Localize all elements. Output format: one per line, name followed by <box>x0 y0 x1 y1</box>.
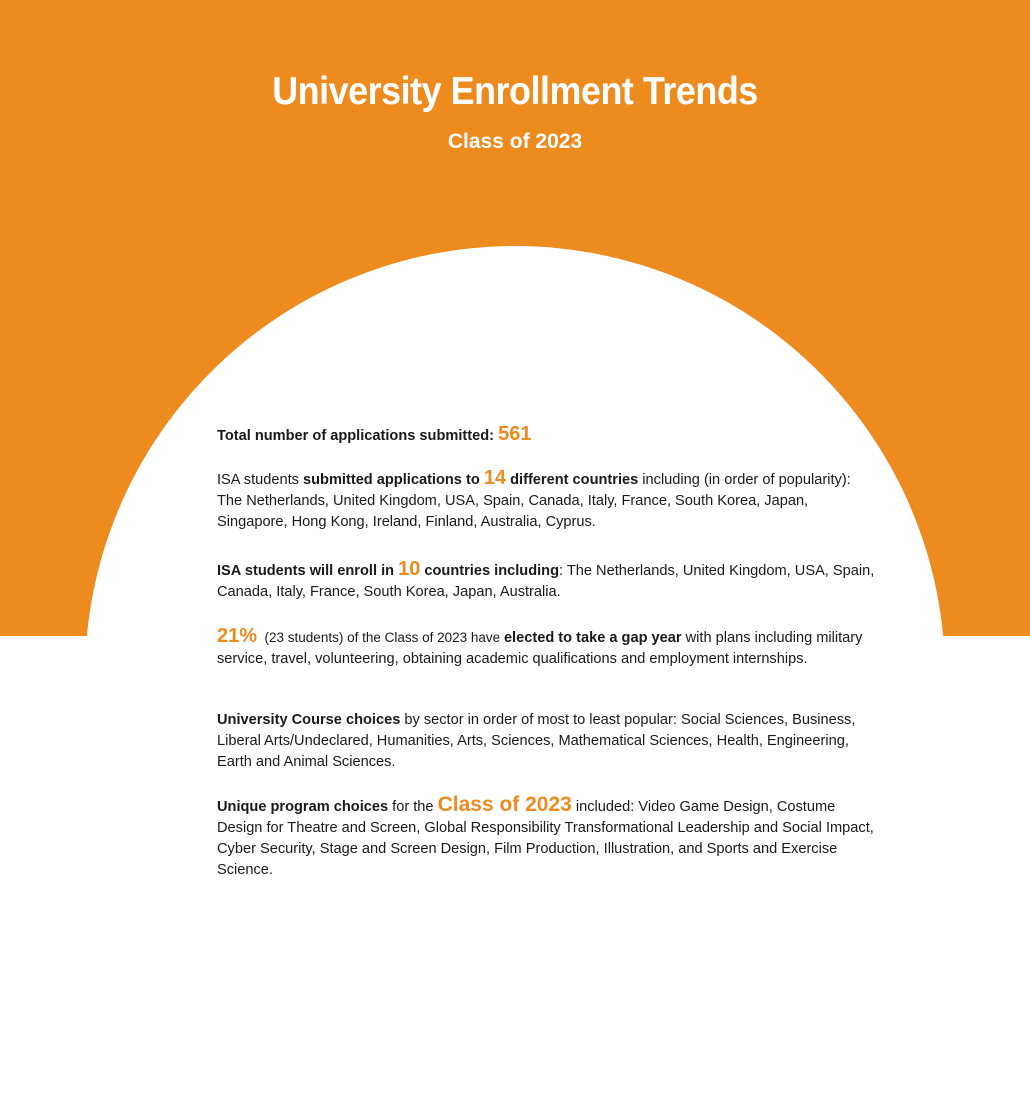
enroll-countries-stat <box>217 559 877 603</box>
submitted-count: 14 <box>483 467 507 489</box>
submitted-bold-end: different countries <box>506 472 639 488</box>
applications-stat <box>217 424 877 447</box>
unique-programs-bold: Unique program choices <box>217 799 389 815</box>
gap-year-bold: elected to take a gap year <box>503 630 682 646</box>
gap-year-rest: with plans including military service, travel, volunteering, obtaining academic qualifications and employment internships. <box>217 630 863 667</box>
applications-count: 561 <box>498 423 532 445</box>
enroll-bold-end: countries including <box>420 563 559 579</box>
unique-programs-mid: for the <box>388 799 438 815</box>
enroll-rest: : The Netherlands, United Kingdom, USA, Spain, Canada, Italy, France, South Korea, Japan, Australia. <box>217 563 875 600</box>
gap-year-percent: 21% <box>217 625 258 647</box>
unique-programs-highlight: Class of 2023 <box>437 793 572 816</box>
course-choices-stat <box>217 710 877 773</box>
enroll-count: 10 <box>398 558 421 580</box>
submitted-countries-stat <box>217 468 877 533</box>
submitted-rest: including (in order of popularity): The Netherlands, United Kingdom, USA, Spain, Canada, Italy, France, South Korea, Japan, Singapore, Hong Kong, Ireland, Finland, Australia, Cyprus. <box>217 472 851 530</box>
submitted-bold-start: submitted applications to <box>303 472 484 488</box>
submitted-prefix: ISA students <box>217 472 303 488</box>
unique-programs-rest: included: Video Game Design, Costume Design for Theatre and Screen, Global Responsibility Transformational Leadership and Social Impact, Cyber Security, Stage and Screen Design, Film Production, Illustration, and Sports and Exercise Science. <box>217 799 874 878</box>
unique-programs-stat <box>217 794 877 881</box>
page-title: University Enrollment Trends <box>272 70 758 113</box>
course-choices-bold: University Course choices <box>217 712 401 728</box>
enroll-bold-start: ISA students will enroll in <box>217 563 399 579</box>
applications-label: Total number of applications submitted: <box>217 428 499 444</box>
page-subtitle: Class of 2023 <box>447 130 583 153</box>
gap-year-stat <box>217 626 877 670</box>
course-choices-rest: by sector in order of most to least popular: Social Sciences, Business, Liberal Arts/Undeclared, Humanities, Arts, Sciences, Mathematical Sciences, Health, Engineering, Earth and Animal Sciences. <box>217 712 856 770</box>
gap-year-detail: (23 students) of the Class of 2023 have <box>257 630 504 645</box>
